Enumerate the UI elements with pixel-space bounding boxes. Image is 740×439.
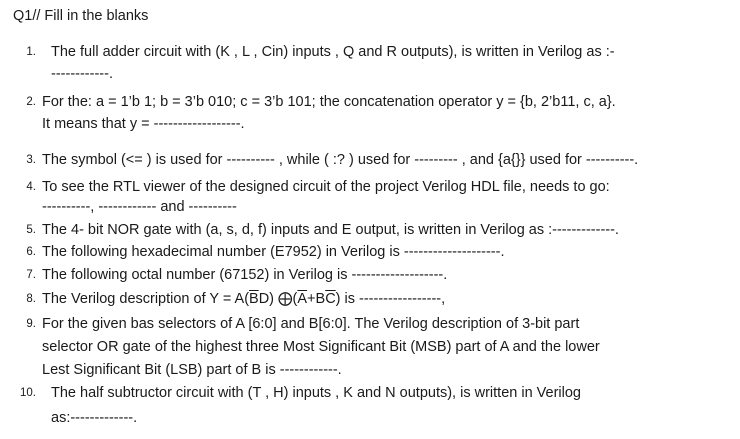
question-text: The following hexadecimal number (E7952) in Verilog is --------------------. [42, 244, 505, 260]
question-number: 1. [26, 46, 36, 58]
question-number: 9. [26, 318, 36, 330]
b-bar: $\overline{B}$ [249, 291, 259, 307]
expression-xor: D) ⨁( [258, 291, 298, 307]
blank-line: ----------, ------------ and ---------- [42, 199, 237, 215]
question-text: To see the RTL viewer of the designed circuit of the project Verilog HDL file, needs to go: [42, 179, 610, 195]
question-text: The full adder circuit with (K , L , Cin) inputs , Q and R outputs), is written in Verilog as :- [51, 44, 615, 60]
a-bar: $\overline{A}$ [297, 291, 308, 307]
c-bar: $\overline{C}$ [325, 291, 336, 307]
page-title: Q1// Fill in the blanks [13, 8, 149, 24]
question-text [42, 288, 445, 310]
expression-plus-b: +B [307, 291, 326, 307]
question-text: The 4- bit NOR gate with (a, s, d, f) inputs and E output, is written in Verilog as :-------------. [42, 222, 619, 238]
question-number: 10. [20, 387, 36, 399]
blank-line: as:-------------. [51, 410, 138, 426]
question-number: 2. [26, 96, 36, 108]
question-text: For the: a = 1’b 1; b = 3’b 010; c = 3’b 101; the concatenation operator y = {b, 2’b11, c, a}. [42, 94, 616, 110]
question-number: 5. [26, 224, 36, 236]
question-text-continued: Lest Significant Bit (LSB) part of B is ------------. [42, 362, 342, 378]
question-text: The following octal number (67152) in Verilog is -------------------. [42, 267, 448, 283]
question-text: The half subtructor circuit with (T , H) inputs , K and N outputs), is written in Verilog [51, 385, 582, 401]
expression-prefix: The Verilog description of Y = A( [42, 291, 250, 307]
blank-line: ------------. [51, 66, 113, 82]
question-number: 4. [26, 181, 36, 193]
question-number: 6. [26, 246, 36, 258]
question-text: The symbol (<= ) is used for ---------- , while ( :? ) used for --------- , and {a{}} used for ----------. [42, 152, 639, 168]
expression-suffix: ) is -----------------, [335, 291, 446, 307]
question-number: 8. [26, 293, 36, 305]
question-text: For the given bas selectors of A [6:0] and B[6:0]. The Verilog description of 3-bit part [42, 316, 580, 332]
question-text-continued: selector OR gate of the highest three Most Significant Bit (MSB) part of A and the lower [42, 339, 600, 355]
question-number: 3. [26, 154, 36, 166]
question-number: 7. [26, 269, 36, 281]
question-text-continued: It means that y = ------------------. [42, 116, 245, 132]
